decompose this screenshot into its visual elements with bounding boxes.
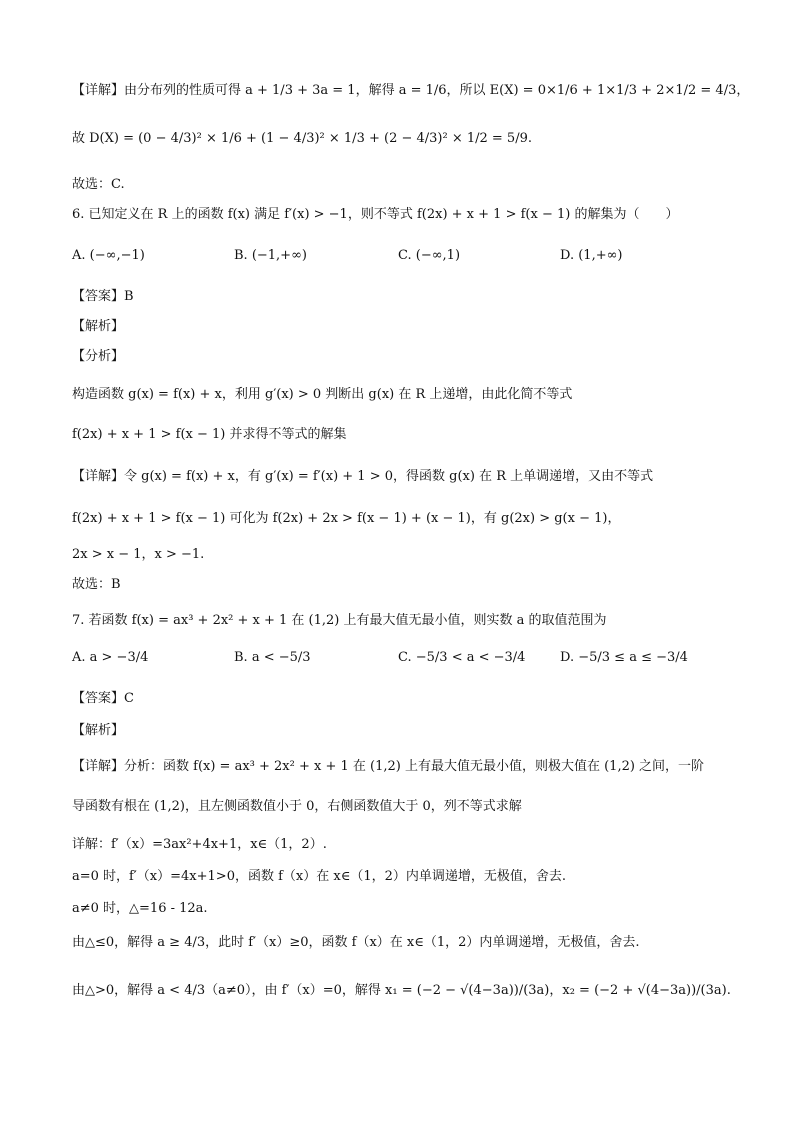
text-line-l15: 7. 若函数 f(x) = ax³ + 2x² + x + 1 在 (1,2) 上有最大值无最小值，则实数 a 的取值范围为 [72, 613, 607, 628]
text-line-l4: 6. 已知定义在 R 上的函数 f(x) 满足 f′(x) > −1，则不等式 f(2x) + x + 1 > f(x − 1) 的解集为（ ） [72, 207, 679, 222]
text-line-l2: 故 D(X) = (0 − 4/3)² × 1/6 + (1 − 4/3)² × 1/3 + (2 − 4/3)² × 1/2 = 5/9. [72, 131, 532, 146]
option-q7c: C. −5/3 < a < −3/4 [398, 650, 526, 665]
text-line-l6: 【答案】B [72, 289, 134, 304]
text-line-l19: 【详解】分析：函数 f(x) = ax³ + 2x² + x + 1 在 (1,2) 上有最大值无最小值，则极大值在 (1,2) 之间，一阶 [72, 759, 705, 774]
option-q6d: D. (1,+∞) [560, 248, 623, 263]
text-line-l10: f(2x) + x + 1 > f(x − 1) 并求得不等式的解集 [72, 427, 347, 442]
text-line-l23: a≠0 时，△=16 - 12a. [72, 901, 208, 916]
text-line-l3: 故选：C. [72, 177, 125, 192]
text-line-l11: 【详解】令 g(x) = f(x) + x，有 g′(x) = f′(x) + 1 > 0，得函数 g(x) 在 R 上单调递增，又由不等式 [72, 469, 654, 484]
option-q6c: C. (−∞,1) [398, 248, 461, 263]
text-line-l12: f(2x) + x + 1 > f(x − 1) 可化为 f(2x) + 2x > f(x − 1) + (x − 1)，有 g(2x) > g(x − 1)， [72, 511, 621, 526]
option-q6b: B. (−1,+∞) [234, 248, 307, 263]
text-line-l24: 由△≤0，解得 a ≥ 4/3，此时 f′（x）≥0，函数 f（x）在 x∈（1，2）内单调递增，无极值，舍去. [72, 935, 640, 950]
option-q7b: B. a < −5/3 [234, 650, 311, 665]
text-line-l22: a=0 时，f′（x）=4x+1>0，函数 f（x）在 x∈（1，2）内单调递增，无极值，舍去. [72, 869, 567, 884]
text-line-l7: 【解析】 [72, 319, 125, 334]
text-line-l13: 2x > x − 1，x > −1. [72, 547, 205, 562]
option-q6a: A. (−∞,−1) [72, 248, 145, 263]
text-line-l9: 构造函数 g(x) = f(x) + x，利用 g′(x) > 0 判断出 g(x) 在 R 上递增，由此化简不等式 [72, 387, 573, 402]
option-q7a: A. a > −3/4 [72, 650, 149, 665]
text-line-l25: 由△>0，解得 a < 4/3（a≠0），由 f′（x）=0，解得 x₁ = (−2 − √(4−3a))/(3a)，x₂ = (−2 + √(4−3a))/(3a). [72, 983, 731, 998]
text-line-l1: 【详解】由分布列的性质可得 a + 1/3 + 3a = 1，解得 a = 1/6，所以 E(X) = 0×1/6 + 1×1/3 + 2×1/2 = 4/3， [72, 83, 750, 98]
text-line-l14: 故选：B [72, 577, 121, 592]
text-line-l18: 【解析】 [72, 723, 125, 738]
text-line-l20: 导函数有根在 (1,2)，且左侧函数值小于 0，右侧函数值大于 0，列不等式求解 [72, 799, 522, 814]
text-line-l21: 详解：f′（x）=3ax²+4x+1，x∈（1，2）. [72, 837, 327, 852]
text-line-l17: 【答案】C [72, 691, 134, 706]
option-q7d: D. −5/3 ≤ a ≤ −3/4 [560, 650, 688, 665]
text-line-l8: 【分析】 [72, 349, 125, 364]
